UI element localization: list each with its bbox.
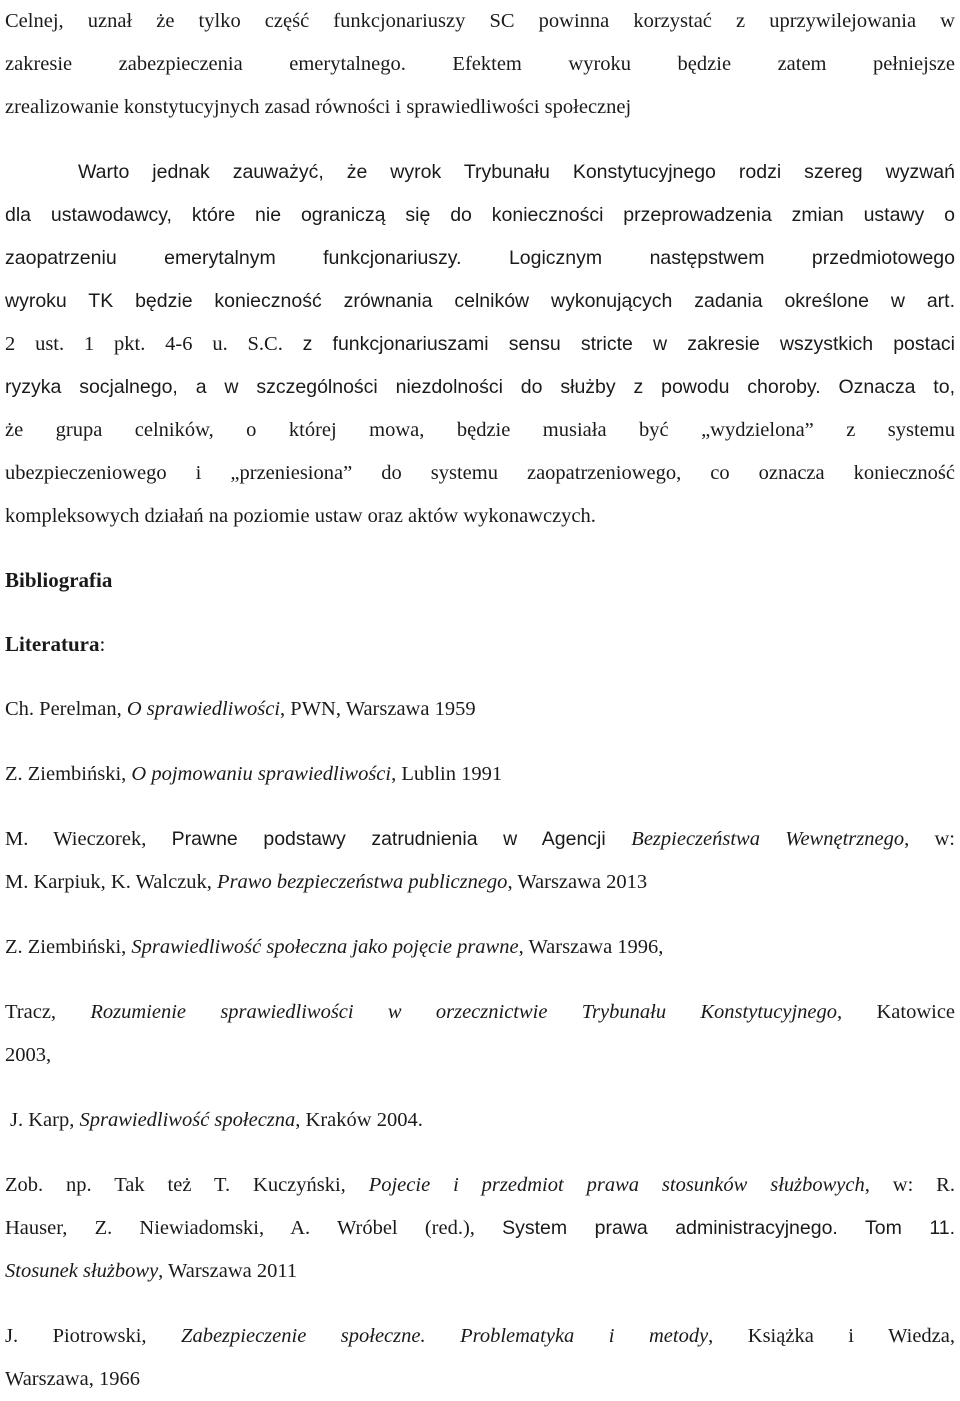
reference-item (5, 818, 955, 904)
text-line: zrealizowanie konstytucyjnych zasad równości i sprawiedliwości społecznej (5, 96, 632, 118)
text-line: ubezpieczeniowego i „przeniesiona” do systemu zaopatrzeniowego, co oznacza konieczność (5, 462, 955, 484)
reference-author: Zob. np. Tak też T. Kuczyński, (5, 1174, 369, 1196)
reference-line (5, 1164, 955, 1207)
text-line (5, 323, 955, 366)
reference-author: M. Wieczorek, (5, 828, 172, 850)
reference-publication: , Lublin 1991 (391, 763, 503, 785)
reference-line (5, 991, 955, 1034)
reference-title: Prawne podstawy zatrudnienia w Agencji (171, 828, 632, 850)
reference-title: Sprawiedliwość społeczna (79, 1109, 296, 1131)
reference-item (5, 753, 955, 796)
reference-line (5, 1315, 955, 1358)
text-line: Celnej, uznał że tylko część funkcjonariuszy SC powinna korzystać z uprzywilejowania w (5, 10, 955, 32)
reference-publication: , Warszawa 2011 (158, 1260, 298, 1282)
reference-author: Z. Ziembiński, (5, 763, 132, 785)
reference-title-institution: Bezpieczeństwa Wewnętrznego (631, 828, 905, 850)
reference-book-title: Prawo bezpieczeństwa publicznego (217, 871, 508, 893)
reference-publication: , Warszawa 1996, (518, 936, 664, 958)
text-line: zaopatrzeniu emerytalnym funkcjonariuszy. Logicznym następstwem przedmiotowego (5, 247, 955, 269)
reference-line: Warszawa, 1966 (5, 1368, 140, 1390)
reference-author: Tracz, (5, 1001, 91, 1023)
reference-line: 2003, (5, 1044, 52, 1066)
text-line: dla ustawodawcy, które nie ograniczą się do konieczności przeprowadzenia zmian ustawy o (5, 204, 955, 226)
text-line: że grupa celników, o której mowa, będzie musiała być „wydzielona” z systemu (5, 419, 955, 441)
text-line: kompleksowych działań na poziomie ustaw oraz aktów wykonawczych. (5, 505, 596, 527)
reference-publication: , PWN, Warszawa 1959 (280, 698, 476, 720)
reference-title: O pojmowaniu sprawiedliwości (131, 763, 392, 785)
reference-publication: , Kraków 2004. (295, 1109, 423, 1131)
paragraph-conclusion-end (5, 0, 955, 129)
reference-publisher: , Książka i Wiedza, (708, 1325, 955, 1347)
reference-publication: , Katowice (837, 1001, 956, 1023)
document-page (5, 0, 955, 1401)
reference-line (5, 926, 955, 969)
reference-title: Zabezpieczenie społeczne. Problematyka i metody (181, 1325, 709, 1347)
reference-line (5, 688, 955, 731)
reference-title: Sprawiedliwość społeczna jako pojęcie prawne (131, 936, 519, 958)
literature-heading-text: Literatura (5, 632, 100, 656)
reference-item (5, 1315, 955, 1401)
reference-author: Z. Ziembiński, (5, 936, 132, 958)
reference-book-title: System prawa administracyjnego. Tom 11. (502, 1217, 955, 1239)
text-line: zakresie zabezpieczenia emerytalnego. Efektem wyroku będzie zatem pełniejsze (5, 53, 955, 75)
reference-item (5, 926, 955, 969)
literature-heading (5, 623, 955, 666)
reference-in: , w: R. (864, 1174, 955, 1196)
text-line: wyroku TK będzie konieczność zrównania celników wykonujących zadania określone w art. (5, 290, 955, 312)
text-fragment: 2 ust. 1 pkt. 4-6 u. S.C. (5, 333, 283, 355)
text-line: ryzyka socjalnego, a w szczególności niezdolności do służby z powodu choroby. Oznacza to, (5, 376, 955, 398)
reference-list (5, 688, 955, 1401)
reference-item (5, 1164, 955, 1293)
reference-author: J. Piotrowski, (5, 1325, 182, 1347)
literature-heading-colon: : (99, 632, 106, 656)
reference-title: O sprawiedliwości (126, 698, 281, 720)
reference-in: , w: (904, 828, 955, 850)
reference-author: Ch. Perelman, (5, 698, 127, 720)
text-line: Warto jednak zauważyć, że wyrok Trybunału Konstytucyjnego rodzi szereg wyzwań (78, 161, 955, 183)
reference-author: J. Karp, (10, 1109, 80, 1131)
reference-line (5, 818, 955, 861)
reference-line (5, 1250, 955, 1293)
reference-line (5, 753, 955, 796)
reference-item (5, 688, 955, 731)
reference-volume-title: Stosunek służbowy (5, 1260, 159, 1282)
reference-line (5, 861, 955, 904)
paragraph-challenges (5, 151, 955, 538)
reference-title: Rozumienie sprawiedliwości w orzecznictwie Trybunału Konstytucyjnego (90, 1001, 838, 1023)
reference-line (5, 1207, 955, 1250)
reference-item (5, 1099, 955, 1142)
reference-line (5, 1099, 955, 1142)
bibliography-heading: Bibliografia (5, 568, 113, 592)
reference-title: Pojecie i przedmiot prawa stosunków służbowych (368, 1174, 865, 1196)
reference-publication: , Warszawa 2013 (507, 871, 648, 893)
text-fragment: z funkcjonariuszami sensu stricte w zakresie wszystkich postaci (302, 333, 955, 355)
reference-editors: Hauser, Z. Niewiadomski, A. Wróbel (red.), (5, 1217, 503, 1239)
reference-editors: M. Karpiuk, K. Walczuk, (5, 871, 218, 893)
reference-item (5, 991, 955, 1077)
